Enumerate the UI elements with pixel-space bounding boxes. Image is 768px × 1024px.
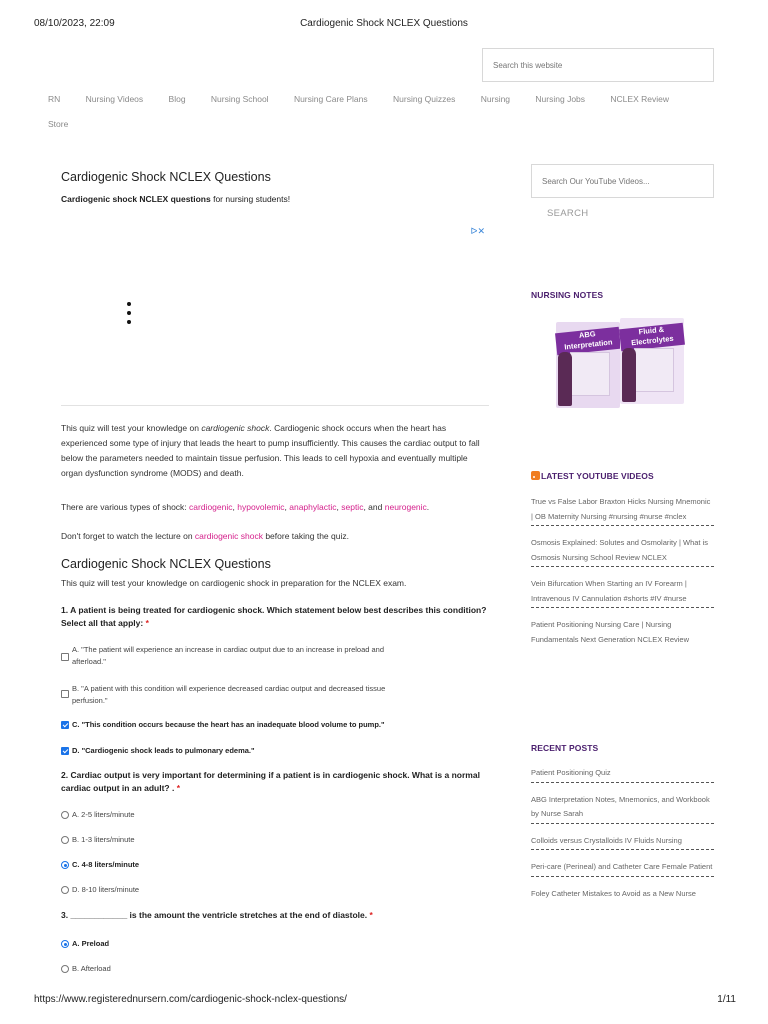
checkbox[interactable] <box>61 690 69 698</box>
book-abg: ABG Interpretation <box>556 322 620 408</box>
latest-videos-list <box>531 495 714 658</box>
latest-videos-heading: LATEST YOUTUBE VIDEOS <box>531 471 654 481</box>
q1-option-a[interactable]: A. "The patient will experience an increase in cardiac output due to an increase in preload and afterload." <box>61 644 441 668</box>
radio-selected[interactable] <box>61 940 69 948</box>
paragraph-intro: This quiz will test your knowledge on cardiogenic shock. Cardiogenic shock occurs when the heart has experienced some type of injury that leads the heart to pump insufficiently. This causes the cardiac output to fall below the parameters needed to maintain tissue perfusion. This leads to cell hypoxia and eventually multiple organ dysfunction syndrome (MODS) and death. <box>61 423 480 478</box>
required-mark: * <box>145 617 149 628</box>
link-neurogenic[interactable]: neurogenic <box>384 502 427 512</box>
post-link[interactable]: Peri-care (Perineal) and Catheter Care Female Patient <box>531 860 714 877</box>
paragraph-shock-types: There are various types of shock: cardiogenic, hypovolemic, anaphylactic, septic, and neurogenic. <box>61 502 430 512</box>
q3-option-a[interactable]: A. Preload <box>61 938 441 950</box>
q3-option-b[interactable]: B. Afterload <box>61 963 441 975</box>
nav-item-nursing[interactable]: Nursing <box>480 94 511 104</box>
main-nav <box>48 94 728 129</box>
intro-bold: Cardiogenic shock NCLEX questions <box>61 194 211 204</box>
nursing-notes-heading: NURSING NOTES <box>531 290 604 300</box>
radio[interactable] <box>61 836 69 844</box>
checkbox[interactable] <box>61 653 69 661</box>
recent-posts-heading: RECENT POSTS <box>531 743 599 753</box>
book-fluid-electrolytes: Fluid & Electrolytes <box>620 318 684 404</box>
question-1: 1. A patient is being treated for cardiogenic shock. Which statement below best describes this condition? Select all that apply: * <box>61 605 487 628</box>
nav-item-nursing-jobs[interactable]: Nursing Jobs <box>535 94 586 104</box>
quiz-title: Cardiogenic Shock NCLEX Questions <box>61 557 271 571</box>
link-cardiogenic[interactable]: cardiogenic <box>189 502 233 512</box>
post-link[interactable]: Foley Catheter Mistakes to Avoid as a New Nurse <box>531 888 696 898</box>
print-header <box>0 18 768 32</box>
rss-icon <box>531 471 540 480</box>
video-link[interactable]: Patient Positioning Nursing Care | Nursing Fundamentals Next Generation NCLEX Review <box>531 620 689 644</box>
nav-item-nursing-videos[interactable]: Nursing Videos <box>85 94 144 104</box>
ad-choices-icon[interactable]: ᐅ✕ <box>470 226 485 236</box>
video-link[interactable]: Osmosis Explained: Solutes and Osmolarity | What is Osmosis Nursing School Review NCLEX <box>531 536 714 567</box>
print-datetime: 08/10/2023, 22:09 <box>34 18 115 29</box>
q2-option-a[interactable]: A. 2-5 liters/minute <box>61 809 441 821</box>
nav-item-nursing-school[interactable]: Nursing School <box>210 94 269 104</box>
nav-item-blog[interactable]: Blog <box>168 94 186 104</box>
quiz-intro: This quiz will test your knowledge on cardiogenic shock in preparation for the NCLEX exam. <box>61 578 407 588</box>
checkbox-checked[interactable] <box>61 747 69 755</box>
q2-option-b[interactable]: B. 1-3 liters/minute <box>61 834 441 846</box>
print-footer <box>0 994 768 1008</box>
nav-item-nursing-quizzes[interactable]: Nursing Quizzes <box>393 94 456 104</box>
ad-banner[interactable] <box>61 224 489 406</box>
post-link[interactable]: Colloids versus Crystalloids IV Fluids Nursing <box>531 834 714 851</box>
print-page-title: Cardiogenic Shock NCLEX Questions <box>300 18 468 29</box>
radio-selected[interactable] <box>61 861 69 869</box>
nursing-notes-books-image[interactable] <box>556 318 686 410</box>
print-url: https://www.registerednursern.com/cardiogenic-shock-nclex-questions/ <box>34 994 347 1005</box>
q1-option-b[interactable]: B. "A patient with this condition will experience decreased cardiac output and decreased tissue perfusion." <box>61 683 441 707</box>
paragraph-lecture: Don't forget to watch the lecture on cardiogenic shock before taking the quiz. <box>61 531 349 541</box>
q1-option-c[interactable]: C. "This condition occurs because the heart has an inadequate blood volume to pump." <box>61 719 441 731</box>
q2-option-c[interactable]: C. 4-8 liters/minute <box>61 859 441 871</box>
radio[interactable] <box>61 886 69 894</box>
post-link[interactable]: ABG Interpretation Notes, Mnemonics, and Workbook by Nurse Sarah <box>531 793 714 824</box>
checkbox-checked[interactable] <box>61 721 69 729</box>
link-hypovolemic[interactable]: hypovolemic <box>237 502 285 512</box>
nav-item-rn[interactable]: RN <box>48 94 61 104</box>
youtube-search-button[interactable]: SEARCH <box>547 208 589 219</box>
nav-item-nursing-care-plans[interactable]: Nursing Care Plans <box>293 94 368 104</box>
video-link[interactable]: True vs False Labor Braxton Hicks Nursing Mnemonic | OB Maternity Nursing #nursing #nurse #nclex <box>531 495 714 526</box>
term-cardiogenic-shock: cardiogenic shock <box>201 423 270 433</box>
q1-option-d[interactable]: D. "Cardiogenic shock leads to pulmonary edema." <box>61 745 441 757</box>
link-septic[interactable]: septic <box>341 502 364 512</box>
article-header <box>61 170 489 204</box>
post-link[interactable]: Patient Positioning Quiz <box>531 766 714 783</box>
site-search-input[interactable] <box>482 48 714 82</box>
question-2: 2. Cardiac output is very important for determining if a patient is in cardiogenic shock. What is a normal cardiac output in an adult? . * <box>61 770 480 793</box>
link-cardiogenic-shock-lecture[interactable]: cardiogenic shock <box>194 531 263 541</box>
youtube-search-input[interactable] <box>531 164 714 198</box>
nav-item-store[interactable]: Store <box>48 119 69 129</box>
nav-item-nclex-review[interactable]: NCLEX Review <box>610 94 669 104</box>
radio[interactable] <box>61 965 69 973</box>
intro-rest: for nursing students! <box>210 194 291 204</box>
recent-posts-list <box>531 766 714 912</box>
more-vertical-icon[interactable] <box>127 302 133 329</box>
video-link[interactable]: Vein Bifurcation When Starting an IV Forearm | Intravenous IV Cannulation #shorts #IV #nurse <box>531 577 714 608</box>
q2-option-d[interactable]: D. 8-10 liters/minute <box>61 884 441 896</box>
article-title: Cardiogenic Shock NCLEX Questions <box>61 170 271 184</box>
link-anaphylactic[interactable]: anaphylactic <box>289 502 337 512</box>
question-3: 3. ____________ is the amount the ventricle stretches at the end of diastole. * <box>61 910 373 920</box>
article-intro <box>61 194 489 204</box>
print-page-count: 1/11 <box>717 994 736 1005</box>
radio[interactable] <box>61 811 69 819</box>
